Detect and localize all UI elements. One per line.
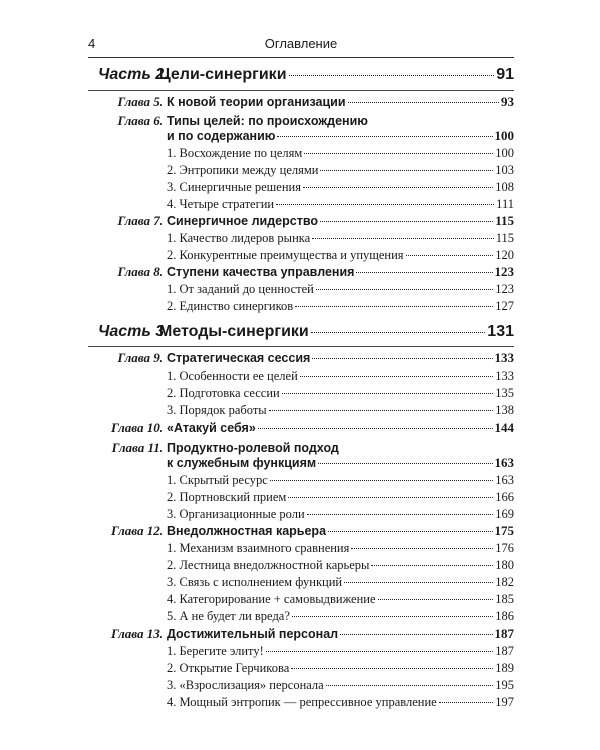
section-page: 135 [495, 386, 514, 400]
toc-section[interactable] [88, 695, 514, 710]
part-title: Цели-синергики [159, 66, 287, 83]
chapter-label: Глава 13. [110, 626, 163, 641]
section-title: 1. Восхождение по целям [167, 146, 303, 160]
toc-section[interactable] [88, 644, 514, 659]
dot-leader [340, 634, 492, 635]
dot-leader [406, 255, 494, 256]
toc-chapter-13[interactable] [88, 626, 514, 642]
section-page: 185 [495, 592, 514, 606]
chapter-page: 133 [494, 350, 514, 365]
toc-section[interactable] [88, 197, 514, 212]
dot-leader [289, 75, 495, 76]
toc-section[interactable] [88, 661, 514, 676]
dot-leader [312, 238, 494, 239]
section-title: 1. Механизм взаимного сравнения [167, 541, 350, 555]
section-page: 182 [495, 575, 514, 589]
section-title: 3. Синергичные решения [167, 180, 301, 194]
chapter-page: 144 [494, 420, 514, 435]
dot-leader [277, 136, 492, 137]
toc-part-2[interactable] [88, 66, 514, 84]
chapter-label: Глава 12. [110, 523, 163, 538]
chapter-label: Глава 9. [117, 350, 163, 365]
chapter-title: «Атакуй себя» [167, 421, 256, 435]
dot-leader [351, 548, 493, 549]
dot-leader [378, 599, 494, 600]
dot-leader [439, 702, 494, 703]
chapter-title: Синергичное лидерство [167, 214, 318, 228]
chapter-page: 115 [495, 213, 514, 228]
toc-chapter-11-line2[interactable] [88, 455, 514, 471]
part-page: 131 [487, 323, 514, 340]
toc-section[interactable] [88, 299, 514, 314]
section-title: 2. Конкурентные преимущества и упущения [167, 248, 404, 262]
toc-part-3[interactable] [88, 323, 514, 341]
section-title: 4. Категорирование + самовыдвижение [167, 592, 376, 606]
section-title: 2. Единство синергиков [167, 299, 294, 313]
section-page: 111 [496, 197, 514, 211]
dot-leader [258, 428, 493, 429]
page-number: 4 [88, 36, 96, 51]
dot-leader [300, 376, 493, 377]
dot-leader [312, 358, 492, 359]
dot-leader [295, 306, 493, 307]
section-page: 115 [495, 231, 514, 245]
toc-section[interactable] [88, 473, 514, 488]
section-page: 166 [495, 490, 514, 504]
chapter-title: Стратегическая сессия [167, 351, 311, 365]
section-page: 100 [495, 146, 514, 160]
dot-leader [371, 565, 493, 566]
header-rule [88, 57, 514, 58]
toc-section[interactable] [88, 386, 514, 401]
section-page: 169 [495, 507, 514, 521]
chapter-title: Внедолжностная карьера [167, 524, 327, 538]
dot-leader [269, 410, 494, 411]
section-title: 4. Мощный энтропик — репрессивное управление [167, 695, 437, 709]
chapter-title: Достижительный персонал [167, 627, 339, 641]
chapter-title-cont: к служебным функциям [167, 456, 317, 470]
toc-section[interactable] [88, 609, 514, 624]
section-title: 3. «Взрослизация» персонала [167, 678, 324, 692]
chapter-title: Ступени качества управления [167, 265, 355, 279]
toc-chapter-6[interactable] [88, 113, 514, 129]
toc-section[interactable] [88, 282, 514, 297]
chapter-label: Глава 10. [110, 420, 163, 435]
part-rule [88, 346, 514, 347]
section-title: 2. Подготовка сессии [167, 386, 280, 400]
dot-leader [348, 102, 499, 103]
part-page: 91 [496, 66, 514, 83]
chapter-title: Типы целей: по происхождению [167, 114, 368, 128]
chapter-page: 123 [494, 264, 514, 279]
section-title: 2. Лестница внедолжностной карьеры [167, 558, 370, 572]
dot-leader [292, 616, 493, 617]
dot-leader [307, 514, 494, 515]
part-title: Методы-синергики [159, 323, 309, 340]
section-page: 189 [495, 661, 514, 675]
chapter-label: Глава 5. [117, 94, 163, 109]
section-title: 1. От заданий до ценностей [167, 282, 314, 296]
section-title: 2. Энтропики между целями [167, 163, 319, 177]
toc-chapter-6-line2[interactable] [88, 128, 514, 144]
toc-section[interactable] [88, 541, 514, 556]
section-page: 195 [495, 678, 514, 692]
toc-section[interactable] [88, 490, 514, 505]
section-title: 5. А не будет ли вреда? [167, 609, 290, 623]
toc-section[interactable] [88, 403, 514, 418]
section-page: 138 [495, 403, 514, 417]
section-page: 197 [495, 695, 514, 709]
section-page: 180 [495, 558, 514, 572]
chapter-title: Продуктно-ролевой подход [167, 441, 339, 455]
toc-chapter-10[interactable] [88, 420, 514, 436]
part-label: Часть 3. [98, 323, 169, 340]
dot-leader [291, 668, 493, 669]
toc-section[interactable] [88, 180, 514, 195]
chapter-label: Глава 11. [111, 440, 163, 455]
chapter-title: К новой теории организации [167, 95, 346, 109]
running-head: Оглавление [264, 36, 338, 51]
toc-section[interactable] [88, 678, 514, 693]
dot-leader [328, 531, 492, 532]
dot-leader [304, 153, 493, 154]
page-header [88, 36, 514, 56]
section-page: 176 [495, 541, 514, 555]
section-page: 187 [495, 644, 514, 658]
section-title: 3. Связь с исполнением функций [167, 575, 343, 589]
section-title: 4. Четыре стратегии [167, 197, 275, 211]
dot-leader [311, 332, 486, 333]
section-page: 120 [495, 248, 514, 262]
dot-leader [276, 204, 494, 205]
dot-leader [326, 685, 494, 686]
section-title: 1. Берегите элиту! [167, 644, 264, 658]
section-page: 186 [495, 609, 514, 623]
section-title: 1. Особенности ее целей [167, 369, 298, 383]
part-rule [88, 90, 514, 91]
dot-leader [320, 221, 493, 222]
section-title: 2. Открытие Герчикова [167, 661, 290, 675]
toc-section[interactable] [88, 592, 514, 607]
part-label: Часть 2. [98, 66, 169, 83]
section-title: 1. Качество лидеров рынка [167, 231, 311, 245]
toc-chapter-5[interactable] [88, 94, 514, 110]
section-title: 2. Портновский прием [167, 490, 287, 504]
chapter-title-cont: и по содержанию [167, 129, 276, 143]
toc-section[interactable] [88, 163, 514, 178]
dot-leader [344, 582, 493, 583]
chapter-page: 163 [494, 455, 514, 470]
chapter-page: 187 [494, 626, 514, 641]
chapter-label: Глава 7. [117, 213, 163, 228]
section-page: 163 [495, 473, 514, 487]
toc-chapter-11[interactable] [88, 440, 514, 456]
toc-chapter-8[interactable] [88, 264, 514, 280]
toc-section[interactable] [88, 575, 514, 590]
toc-section[interactable] [88, 146, 514, 161]
dot-leader [270, 480, 493, 481]
section-page: 123 [495, 282, 514, 296]
dot-leader [288, 497, 493, 498]
section-page: 108 [495, 180, 514, 194]
dot-leader [356, 272, 492, 273]
chapter-page: 175 [494, 523, 514, 538]
chapter-label: Глава 8. [117, 264, 163, 279]
chapter-page: 93 [501, 94, 514, 109]
dot-leader [320, 170, 493, 171]
dot-leader [282, 393, 494, 394]
section-title: 3. Организационные роли [167, 507, 305, 521]
section-page: 127 [495, 299, 514, 313]
dot-leader [316, 289, 493, 290]
toc-section[interactable] [88, 231, 514, 246]
toc-section[interactable] [88, 248, 514, 263]
section-title: 3. Порядок работы [167, 403, 267, 417]
toc-chapter-9[interactable] [88, 350, 514, 366]
dot-leader [266, 651, 493, 652]
dot-leader [318, 463, 492, 464]
section-page: 103 [495, 163, 514, 177]
chapter-page: 100 [494, 128, 514, 143]
toc-section[interactable] [88, 558, 514, 573]
toc-section[interactable] [88, 507, 514, 522]
toc-chapter-7[interactable] [88, 213, 514, 229]
toc-chapter-12[interactable] [88, 523, 514, 539]
section-page: 133 [495, 369, 514, 383]
chapter-label: Глава 6. [117, 113, 163, 128]
section-title: 1. Скрытый ресурс [167, 473, 268, 487]
dot-leader [303, 187, 493, 188]
toc-section[interactable] [88, 369, 514, 384]
